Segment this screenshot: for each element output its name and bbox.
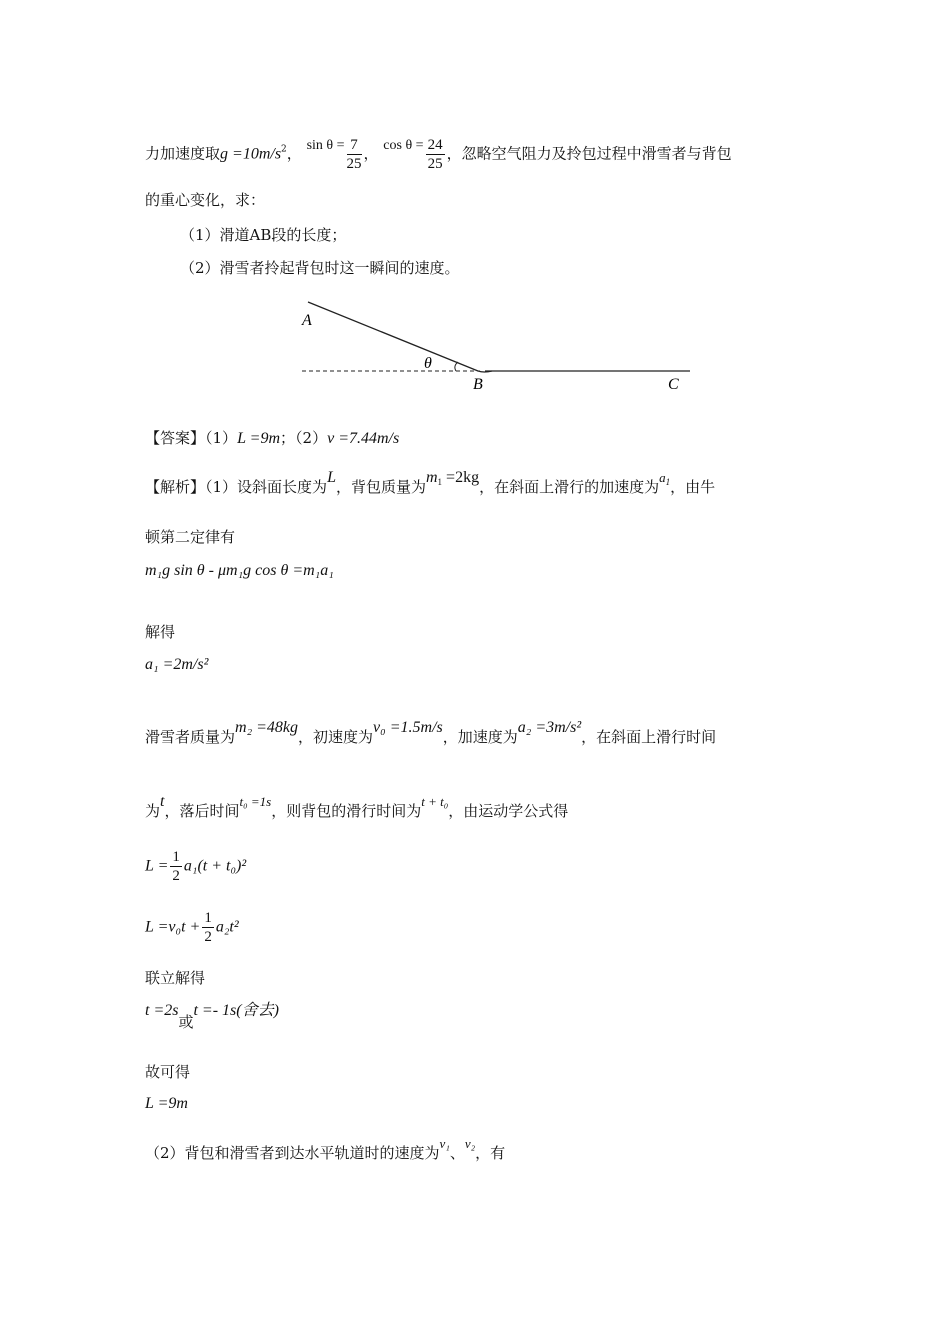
solution-line-2: 顿第二定律有 [145, 528, 236, 546]
problem-text: ，忽略空气阻力及拎包过程中滑雪者与背包 [446, 144, 732, 163]
label-a: A [302, 312, 312, 329]
equation-skier-distance: L =v₀t + $\frac{1}{2}$ a₂t² [145, 910, 239, 945]
equation-time: t =2s或t =- 1s(舍去) [145, 1002, 279, 1031]
answer-2: v =7.44m/s [327, 430, 400, 447]
skier-acceleration: a₂ =3m/s² [517, 719, 582, 736]
lag-time: t₀ =1s [239, 794, 272, 809]
label-c: C [668, 376, 679, 393]
problem-text: 力加速度取 [145, 144, 221, 163]
incline-ab [308, 302, 478, 371]
solve-label-2: 联立解得 [145, 969, 206, 987]
equation-a1: a₁ =2m/s² [145, 656, 209, 673]
skier-mass: m₂ =48kg [235, 719, 299, 736]
answer-tag: 【答案】 [145, 429, 206, 447]
initial-velocity: v₀ =1.5m/s [373, 719, 443, 736]
solution-line-5: （2）背包和滑雪者到达水平轨道时的速度为v₁、v₂，有 [145, 1136, 506, 1162]
equation-newton: m₁g sin θ - μm₁g cos θ =m₁a₁ [145, 562, 334, 579]
answer-1: L =9m [237, 430, 281, 447]
solution-tag: 【解析】 [145, 478, 206, 496]
slope-diagram [290, 296, 710, 396]
solution-line-1: 【解析】（1）设斜面长度为L，背包质量为$m_1 =2kg$，在斜面上滑行的加速度为$a_1$，由牛 [145, 469, 716, 496]
problem-line-1: 力加速度取$g =10m/s^2$， sin θ = $\frac{7}{25}$ ， cos θ = $\frac{24}{25}$ ，忽略空气阻力及拎包过程中滑雪者与背包 [145, 137, 732, 172]
question-1: （1）滑道AB段的长度； [180, 226, 347, 244]
question-2: （2）滑雪者拎起背包时这一瞬间的速度。 [180, 259, 460, 277]
equation-length: L =9m [145, 1095, 188, 1112]
equation-bag-distance: L = $\frac{1}{2}$ a₁(t + t₀)² [145, 849, 247, 884]
solve-label-1: 解得 [145, 623, 176, 641]
label-b: B [473, 376, 483, 393]
label-theta: θ [424, 355, 432, 372]
solve-label-3: 故可得 [145, 1063, 191, 1081]
gravity-value: g =10m/s [220, 145, 282, 163]
sin-lhs: sin θ = [306, 137, 345, 153]
cos-lhs: cos θ = [383, 137, 424, 153]
sin-fraction: $\frac{7}{25}$ [346, 137, 362, 172]
bag-time: t + t₀ [421, 794, 449, 809]
answer-line: 【答案】（1）L =9m；（2）v =7.44m/s [145, 429, 400, 447]
solution-line-3: 滑雪者质量为m₂ =48kg，初速度为v₀ =1.5m/s，加速度为a₂ =3m/s²，在斜面上滑行时间 [145, 719, 717, 746]
cos-fraction: $\frac{24}{25}$ [427, 137, 443, 172]
problem-line-2: 的重心变化，求： [145, 191, 266, 209]
solution-line-4: 为t，落后时间t₀ =1s，则背包的滑行时间为t + t₀，由运动学公式得 [145, 793, 569, 820]
